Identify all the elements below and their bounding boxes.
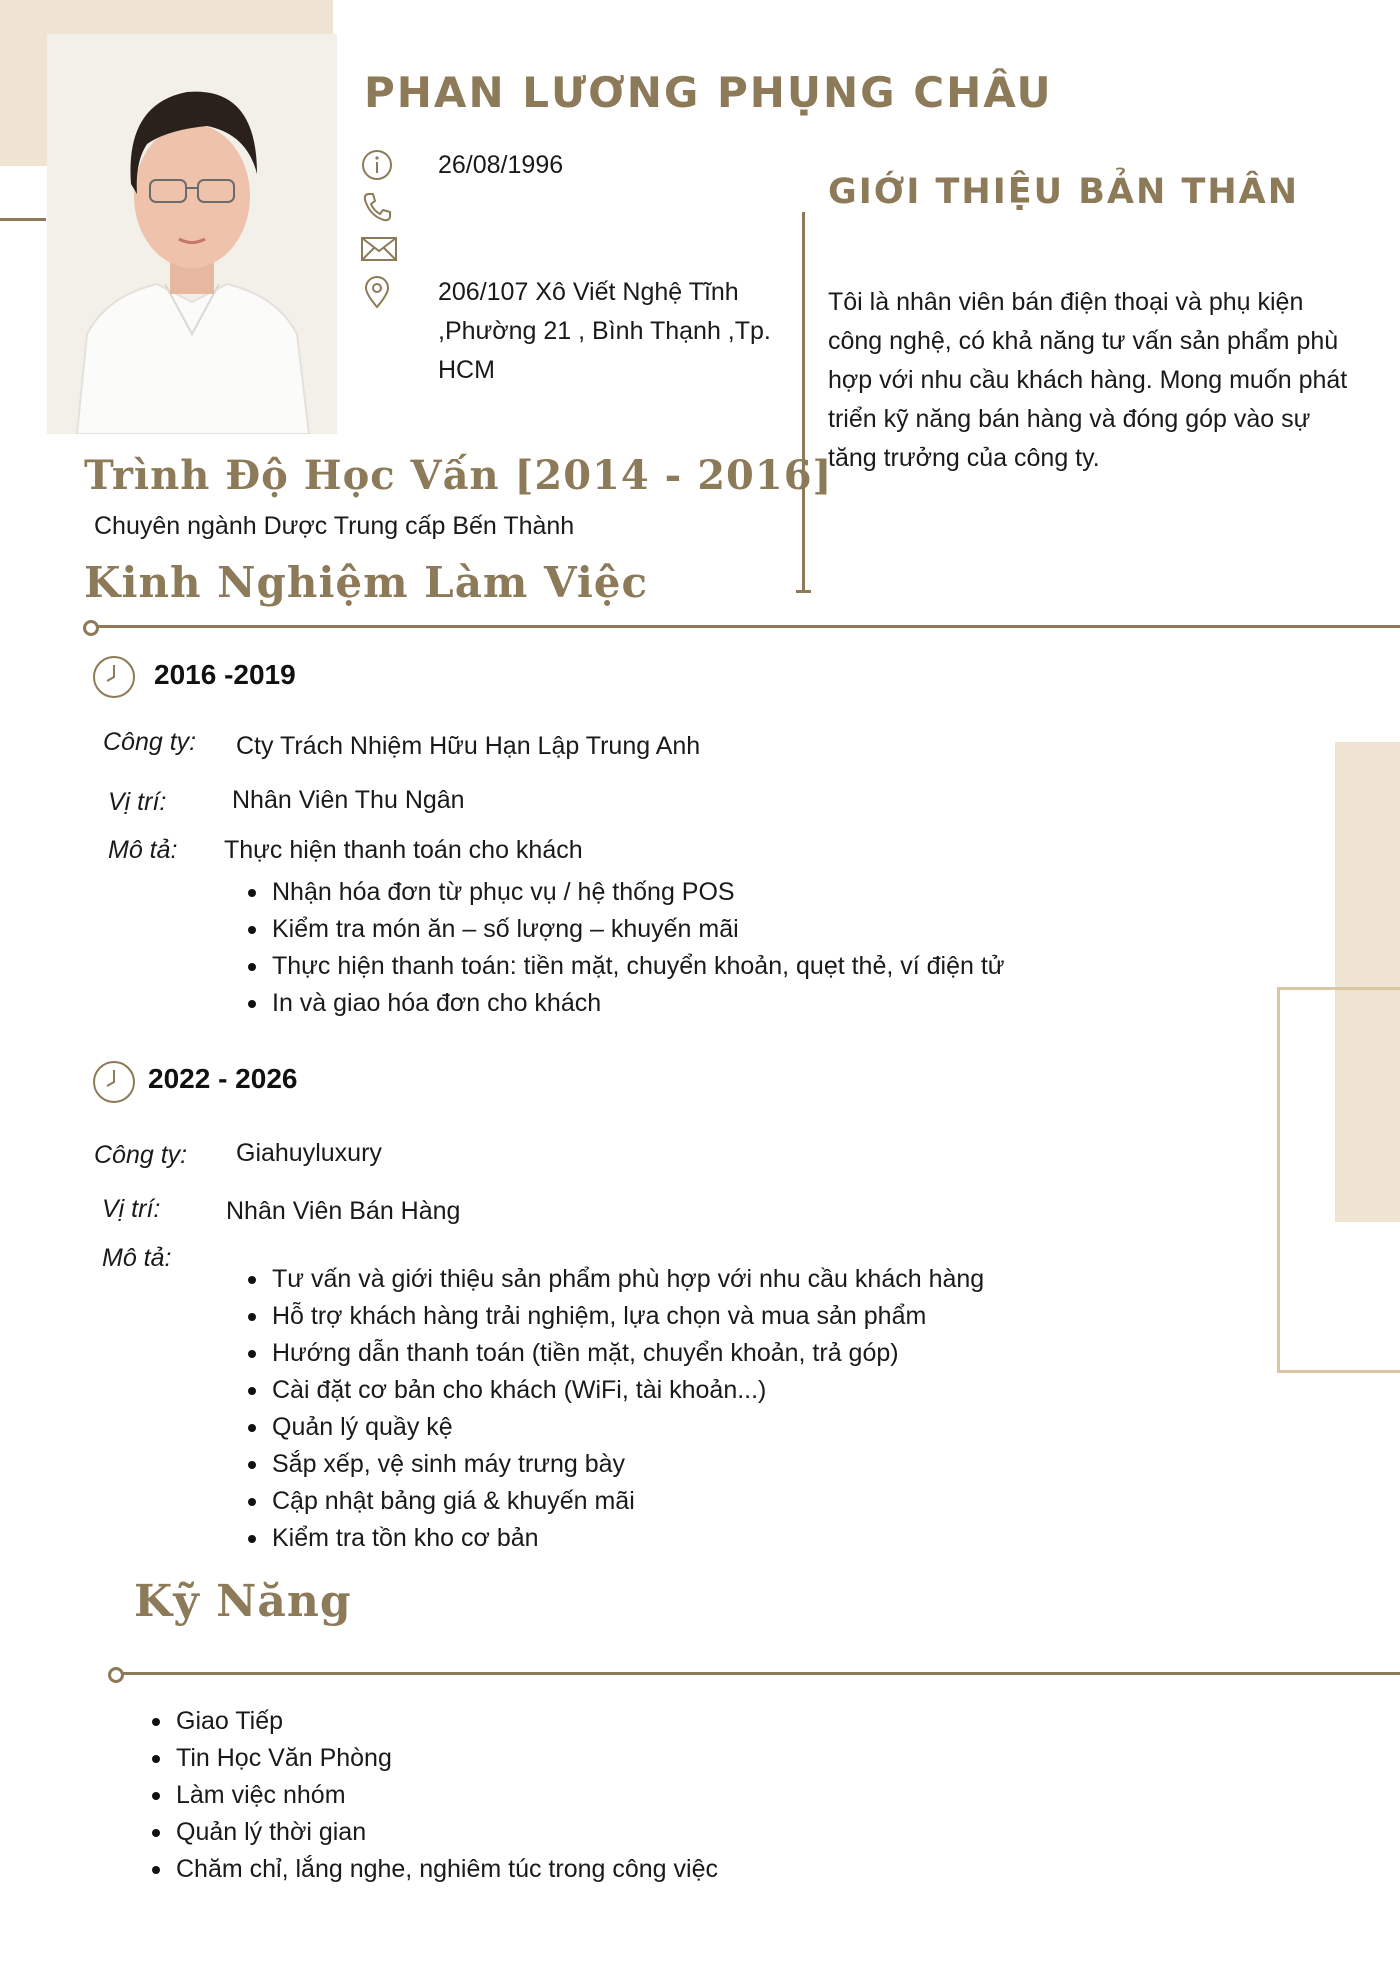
list-item: Sắp xếp, vệ sinh máy trưng bày [240, 1446, 984, 1483]
education-major: Chuyên ngành Dược Trung cấp Bến Thành [94, 512, 575, 540]
clock-icon [92, 1060, 136, 1104]
portrait-image [47, 34, 337, 434]
list-item: In và giao hóa đơn cho khách [240, 985, 1005, 1022]
decor-line-left [0, 218, 46, 221]
description-label: Mô tả: [102, 1244, 172, 1272]
list-item: Chăm chỉ, lắng nghe, nghiêm túc trong công việc [144, 1851, 718, 1888]
job-period: 2016 -2019 [154, 659, 296, 690]
list-item: Tư vấn và giới thiệu sản phẩm phù hợp với nhu cầu khách hàng [240, 1261, 984, 1298]
job-task-list [240, 874, 1005, 1022]
intro-divider-cap [796, 590, 811, 593]
list-item: Kiểm tra tồn kho cơ bản [240, 1520, 984, 1557]
position-label: Vị trí: [102, 1195, 161, 1223]
list-item: Làm việc nhóm [144, 1777, 718, 1814]
clock-icon [92, 655, 136, 699]
info-icon [360, 148, 394, 182]
skills-line [121, 1672, 1400, 1675]
experience-line [96, 625, 1400, 628]
list-item: Thực hiện thanh toán: tiền mặt, chuyển khoản, quẹt thẻ, ví điện tử [240, 948, 1005, 985]
skills-list [144, 1703, 718, 1888]
list-item: Nhận hóa đơn từ phục vụ / hệ thống POS [240, 874, 1005, 911]
company-name: Cty Trách Nhiệm Hữu Hạn Lập Trung Anh [236, 732, 701, 760]
experience-line-dot [83, 620, 99, 636]
list-item: Cài đặt cơ bản cho khách (WiFi, tài khoản...) [240, 1372, 984, 1409]
company-label: Công ty: [94, 1141, 188, 1169]
education-title: Trình Độ Học Vấn [2014 - 2016] [84, 452, 833, 499]
company-label: Công ty: [103, 728, 197, 756]
list-item: Giao Tiếp [144, 1703, 718, 1740]
birthdate: 26/08/1996 [438, 151, 564, 179]
profile-photo [47, 34, 337, 434]
intro-divider [802, 212, 805, 592]
job-summary: Thực hiện thanh toán cho khách [224, 836, 583, 864]
list-item: Hướng dẫn thanh toán (tiền mặt, chuyển khoản, trả góp) [240, 1335, 984, 1372]
list-item: Hỗ trợ khách hàng trải nghiệm, lựa chọn và mua sản phẩm [240, 1298, 984, 1335]
skills-line-dot [108, 1667, 124, 1683]
location-pin-icon [360, 276, 394, 310]
intro-title: GIỚI THIỆU BẢN THÂN [828, 172, 1300, 212]
experience-title: Kinh Nghiệm Làm Việc [84, 558, 649, 607]
description-label: Mô tả: [108, 836, 178, 864]
job-period: 2022 - 2026 [148, 1063, 298, 1094]
list-item: Kiểm tra món ăn – số lượng – khuyến mãi [240, 911, 1005, 948]
position-label: Vị trí: [108, 788, 167, 816]
job-task-list [240, 1261, 984, 1557]
mail-icon [360, 232, 394, 266]
list-item: Quản lý quầy kệ [240, 1409, 984, 1446]
list-item: Tin Học Văn Phòng [144, 1740, 718, 1777]
skills-title: Kỹ Năng [134, 1576, 352, 1627]
decor-frame-right [1277, 987, 1400, 1373]
position-name: Nhân Viên Bán Hàng [226, 1197, 461, 1225]
full-name: PHAN LƯƠNG PHỤNG CHÂU [364, 68, 1053, 117]
intro-text: Tôi là nhân viên bán điện thoại và phụ kiện công nghệ, có khả năng tư vấn sản phẩm phù hợp với nhu cầu khách hàng. Mong muốn phát triển kỹ năng bán hàng và đóng góp vào sự tăng trưởng của công ty. [828, 288, 1348, 472]
list-item: Cập nhật bảng giá & khuyến mãi [240, 1483, 984, 1520]
list-item: Quản lý thời gian [144, 1814, 718, 1851]
company-name: Giahuyluxury [236, 1139, 382, 1167]
position-name: Nhân Viên Thu Ngân [232, 786, 465, 814]
address: 206/107 Xô Viết Nghệ Tĩnh ,Phường 21 , Bình Thạnh ,Tp. HCM [438, 278, 771, 384]
phone-icon [360, 190, 394, 224]
